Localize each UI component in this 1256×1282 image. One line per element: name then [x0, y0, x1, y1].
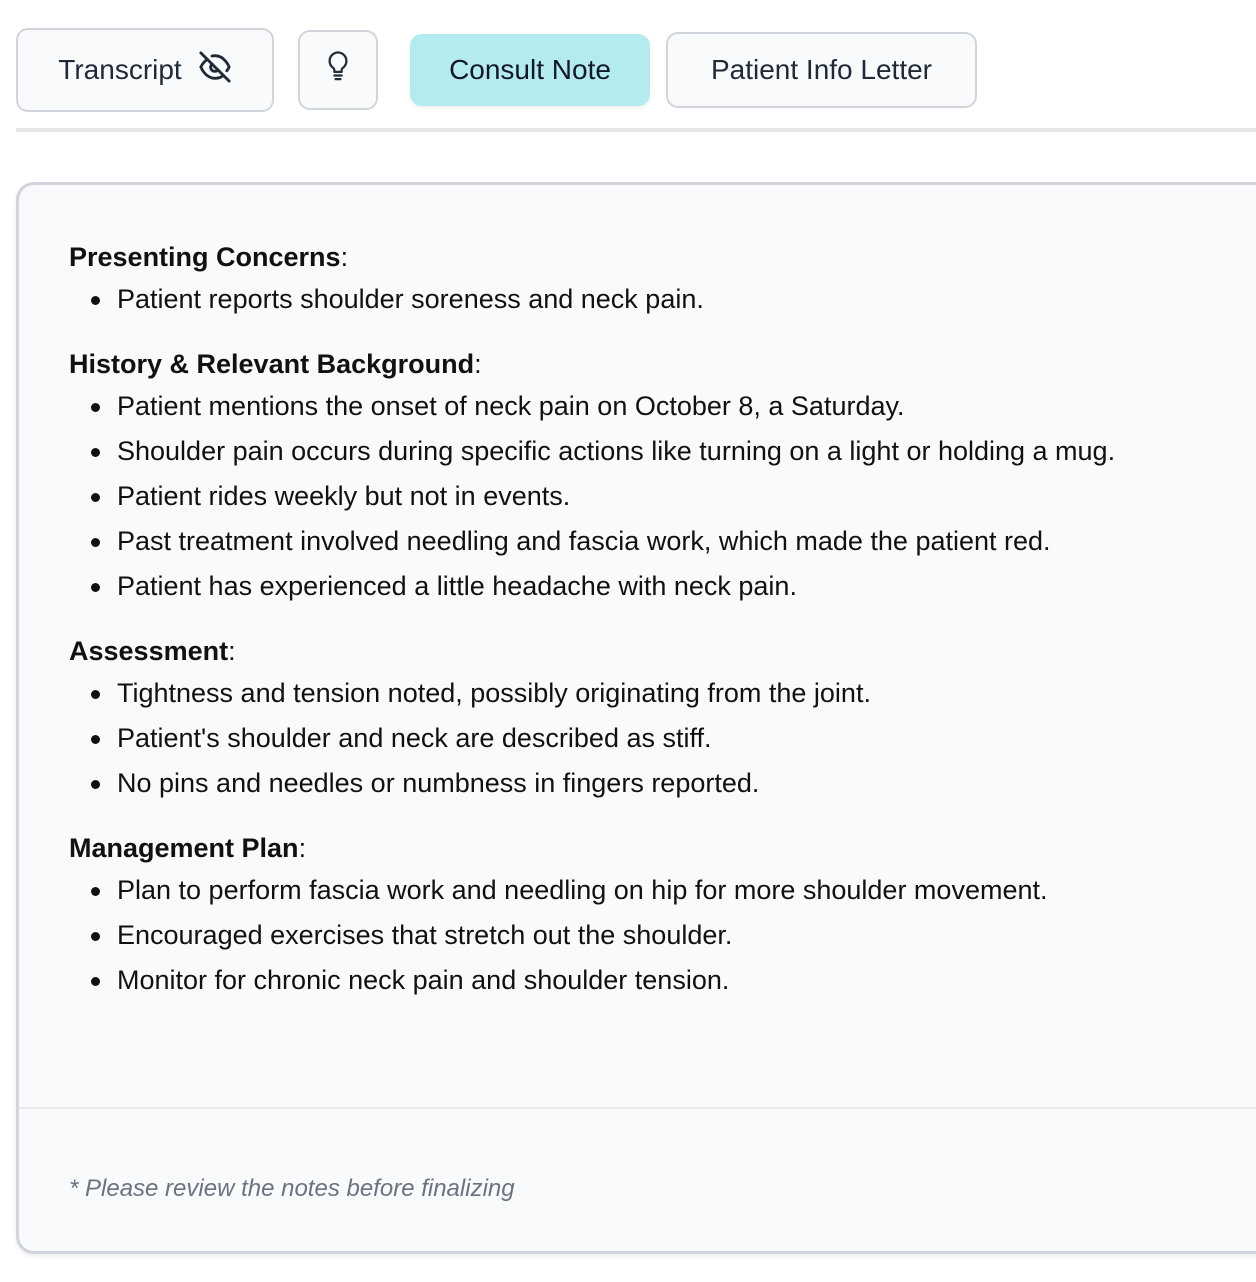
list-item: Patient has experienced a little headache with neck pain.	[69, 564, 1249, 609]
consult-note-card	[16, 182, 1256, 1254]
section-presenting-concerns: Presenting Concerns: Patient reports shoulder soreness and neck pain.	[69, 237, 1249, 322]
list-item: Patient reports shoulder soreness and neck pain.	[69, 277, 1249, 322]
transcript-label: Transcript	[58, 54, 182, 85]
list-item: Plan to perform fascia work and needling on hip for more shoulder movement.	[69, 868, 1249, 913]
list-item: Tightness and tension noted, possibly originating from the joint.	[69, 671, 1249, 716]
tab-patient-info-letter[interactable]	[666, 32, 977, 108]
list-item: Patient's shoulder and neck are described as stiff.	[69, 716, 1249, 761]
toolbar-divider	[16, 128, 1256, 132]
list-item: Past treatment involved needling and fascia work, which made the patient red.	[69, 519, 1249, 564]
section-list	[69, 277, 1249, 322]
section-list	[69, 384, 1249, 609]
section-history: History & Relevant Background: Patient mentions the onset of neck pain on October 8, a Saturday. Shoulder pain occurs during specific actions like turning on a light or holding a mug. Patient rides weekly but not in events. Past treatment involved needling and fascia work, which made the patient red. Patient has experienced a little headache with neck pain.	[69, 344, 1249, 609]
patient-info-letter-label: Patient Info Letter	[710, 54, 933, 85]
list-item: Monitor for chronic neck pain and shoulder tension.	[69, 958, 1249, 1003]
consult-note-label: Consult Note	[449, 54, 611, 85]
list-item: Patient rides weekly but not in events.	[69, 474, 1249, 519]
list-item: Patient mentions the onset of neck pain on October 8, a Saturday.	[69, 384, 1249, 429]
transcript-button[interactable]	[16, 28, 274, 112]
section-list	[69, 868, 1249, 1003]
tab-consult-note[interactable]	[410, 34, 650, 106]
note-toolbar	[0, 0, 1256, 132]
section-assessment: Assessment: Tightness and tension noted, possibly originating from the joint. Patient's shoulder and neck are described as stiff. No pins and needles or numbness in fingers reported.	[69, 631, 1249, 806]
list-item: Encouraged exercises that stretch out the shoulder.	[69, 913, 1249, 958]
section-title: Management Plan	[69, 833, 299, 863]
section-management-plan: Management Plan: Plan to perform fascia work and needling on hip for more shoulder movement. Encouraged exercises that stretch out the shoulder. Monitor for chronic neck pain and shoulder tension.	[69, 828, 1249, 1003]
insights-button[interactable]	[298, 30, 378, 110]
lightbulb-icon	[323, 50, 353, 91]
list-item: No pins and needles or numbness in fingers reported.	[69, 761, 1249, 806]
section-title: History & Relevant Background	[69, 349, 475, 379]
list-item: Shoulder pain occurs during specific actions like turning on a light or holding a mug.	[69, 429, 1249, 474]
note-body	[69, 237, 1249, 1025]
eye-off-icon	[198, 50, 232, 91]
section-title: Assessment	[69, 636, 229, 666]
review-disclaimer: * Please review the notes before finalizing	[69, 1175, 515, 1202]
section-list	[69, 671, 1249, 806]
footer-divider	[19, 1107, 1256, 1109]
section-title: Presenting Concerns	[69, 242, 341, 272]
